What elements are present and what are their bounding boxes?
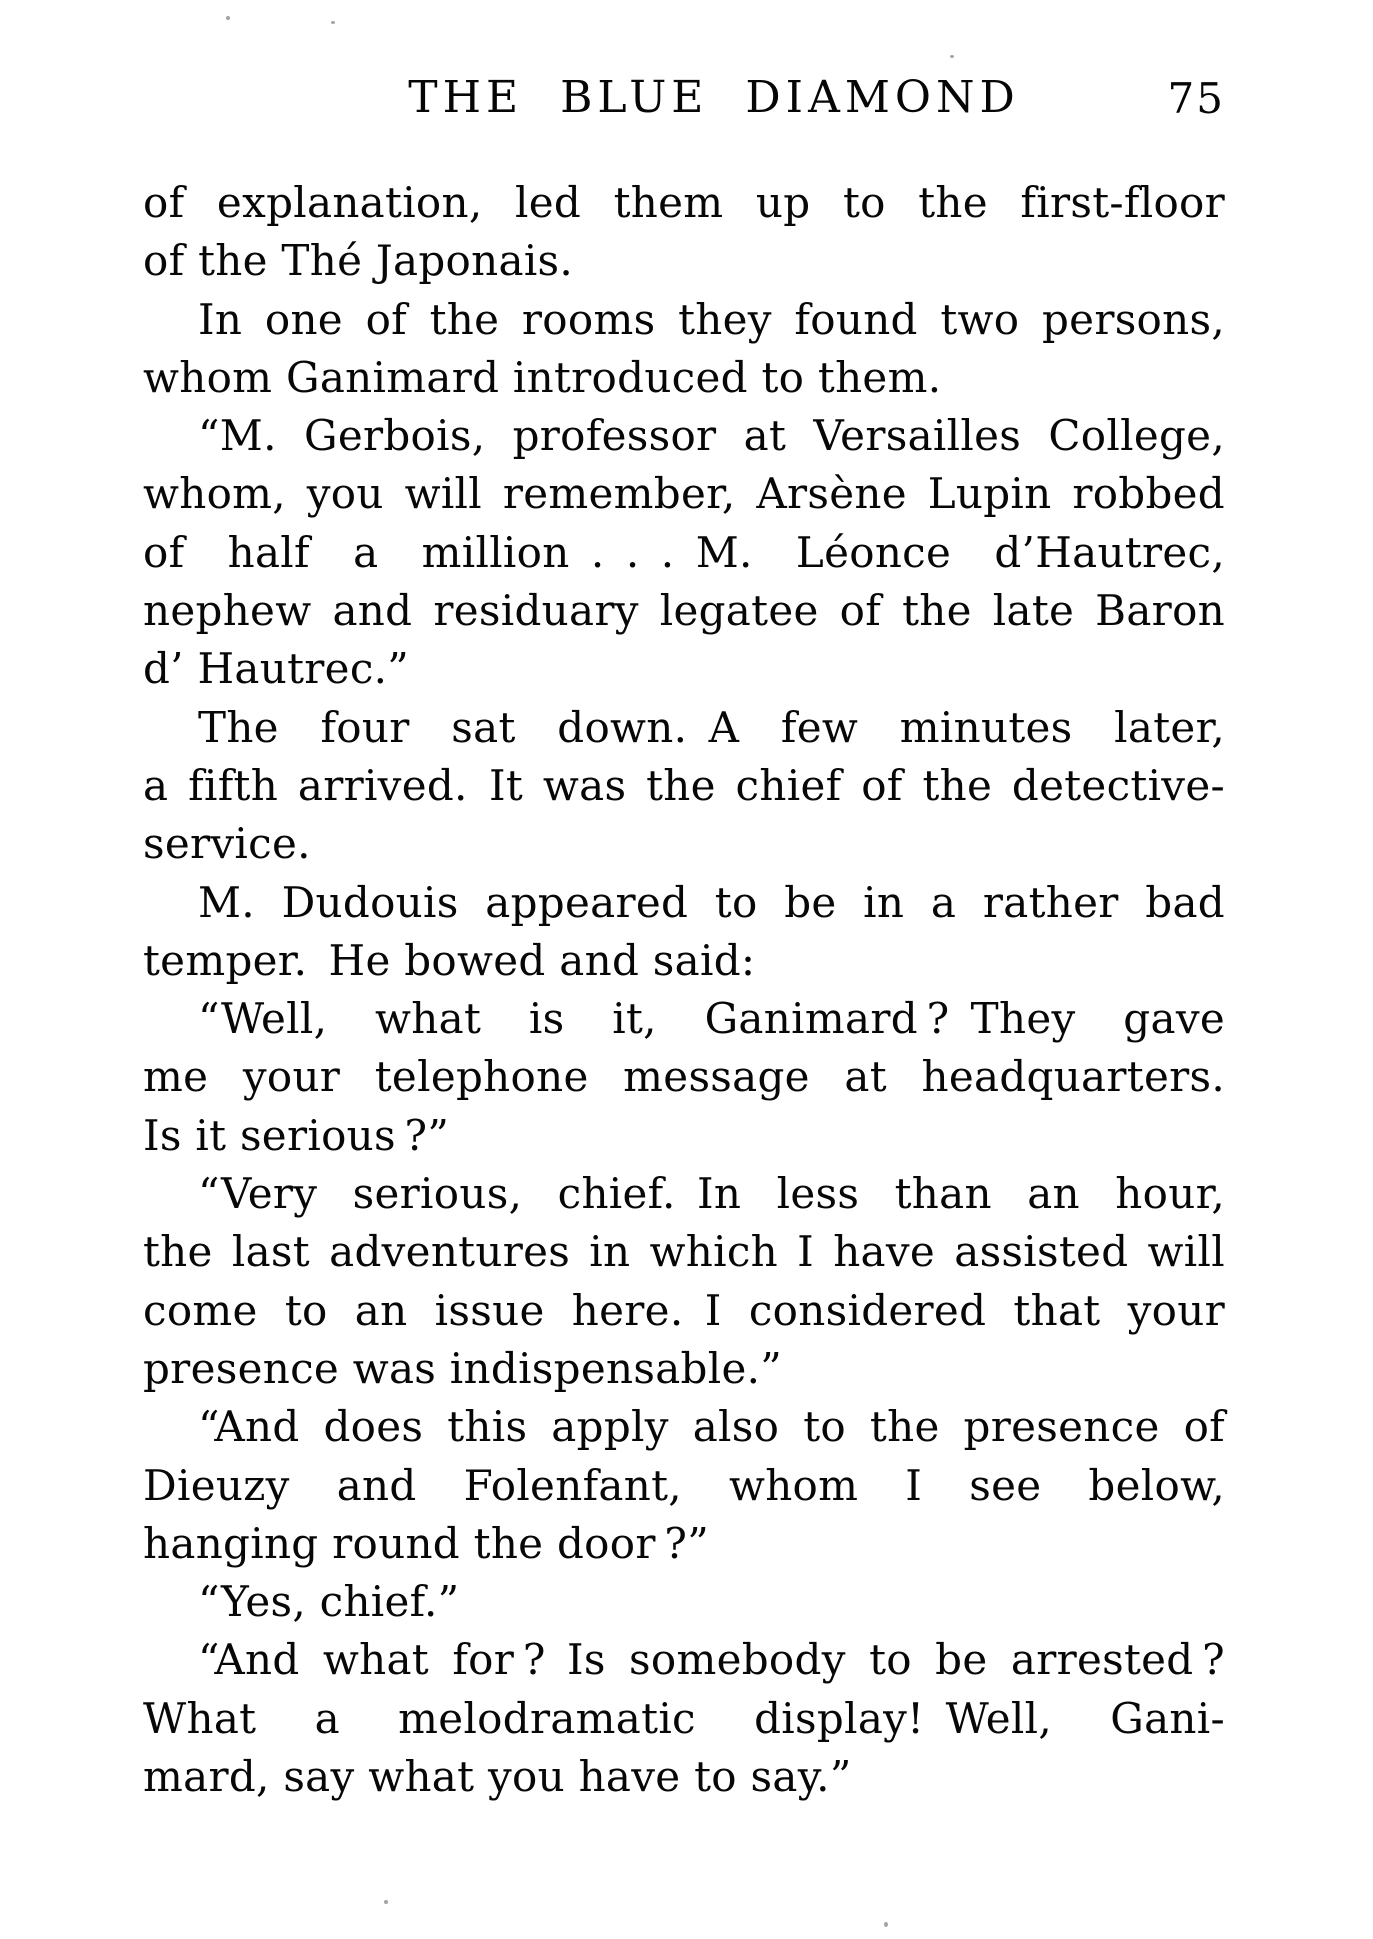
text-line: of half a million . . . M. Léonce d’Hautrec, [143,527,1225,577]
text-line: What a melodramatic display! Well, Gani- [143,1693,1225,1743]
page-title: THE BLUE DIAMOND [408,72,1020,123]
text-line: M. Dudouis appeared to be in a rather bad [198,877,1225,927]
page-header [143,72,1225,132]
text-line: “And what for ? Is somebody to be arrested ? [198,1635,1225,1685]
text-line: Is it serious ?” [143,1110,450,1160]
text-line: service. [143,819,311,869]
text-line: whom Ganimard introduced to them. [143,352,942,402]
scan-speck [226,16,230,20]
text-line: the last adventures in which I have assisted will [143,1227,1225,1277]
text-line: come to an issue here. I considered that your [143,1285,1225,1335]
text-line: a fifth arrived. It was the chief of the detective- [143,760,1225,810]
scan-speck [384,1900,388,1904]
text-line: Dieuzy and Folenfant, whom I see below, [143,1460,1225,1510]
text-line: In one of the rooms they found two persons, [198,294,1225,344]
body-text [143,174,1225,1806]
text-line: of the Thé Japonais. [143,236,574,286]
scan-speck [950,55,954,58]
scan-speck [884,1922,888,1927]
text-line: presence was indispensable.” [143,1343,783,1393]
text-line: temper. He bowed and said: [143,935,756,985]
text-line: “Yes, chief.” [198,1577,460,1627]
text-line: “Very serious, chief. In less than an hour, [198,1169,1225,1219]
text-line: d’ Hautrec.” [143,644,410,694]
text-line: The four sat down. A few minutes later, [198,702,1225,752]
text-line: of explanation, led them up to the first-floor [143,178,1225,227]
text-line: me your telephone message at headquarters. [143,1052,1225,1102]
text-line: whom, you will remember, Arsène Lupin robbed [143,469,1225,519]
scan-speck [331,21,335,24]
text-line: “And does this apply also to the presence of [198,1402,1225,1452]
text-line: “Well, what is it, Ganimard ? They gave [198,994,1225,1044]
text-line: hanging round the door ?” [143,1518,709,1568]
page-number: 75 [1167,74,1225,123]
text-line: mard, say what you have to say.” [143,1752,852,1802]
text-line: nephew and residuary legatee of the late Baron [143,586,1225,636]
text-line: “M. Gerbois, professor at Versailles College, [198,411,1225,461]
